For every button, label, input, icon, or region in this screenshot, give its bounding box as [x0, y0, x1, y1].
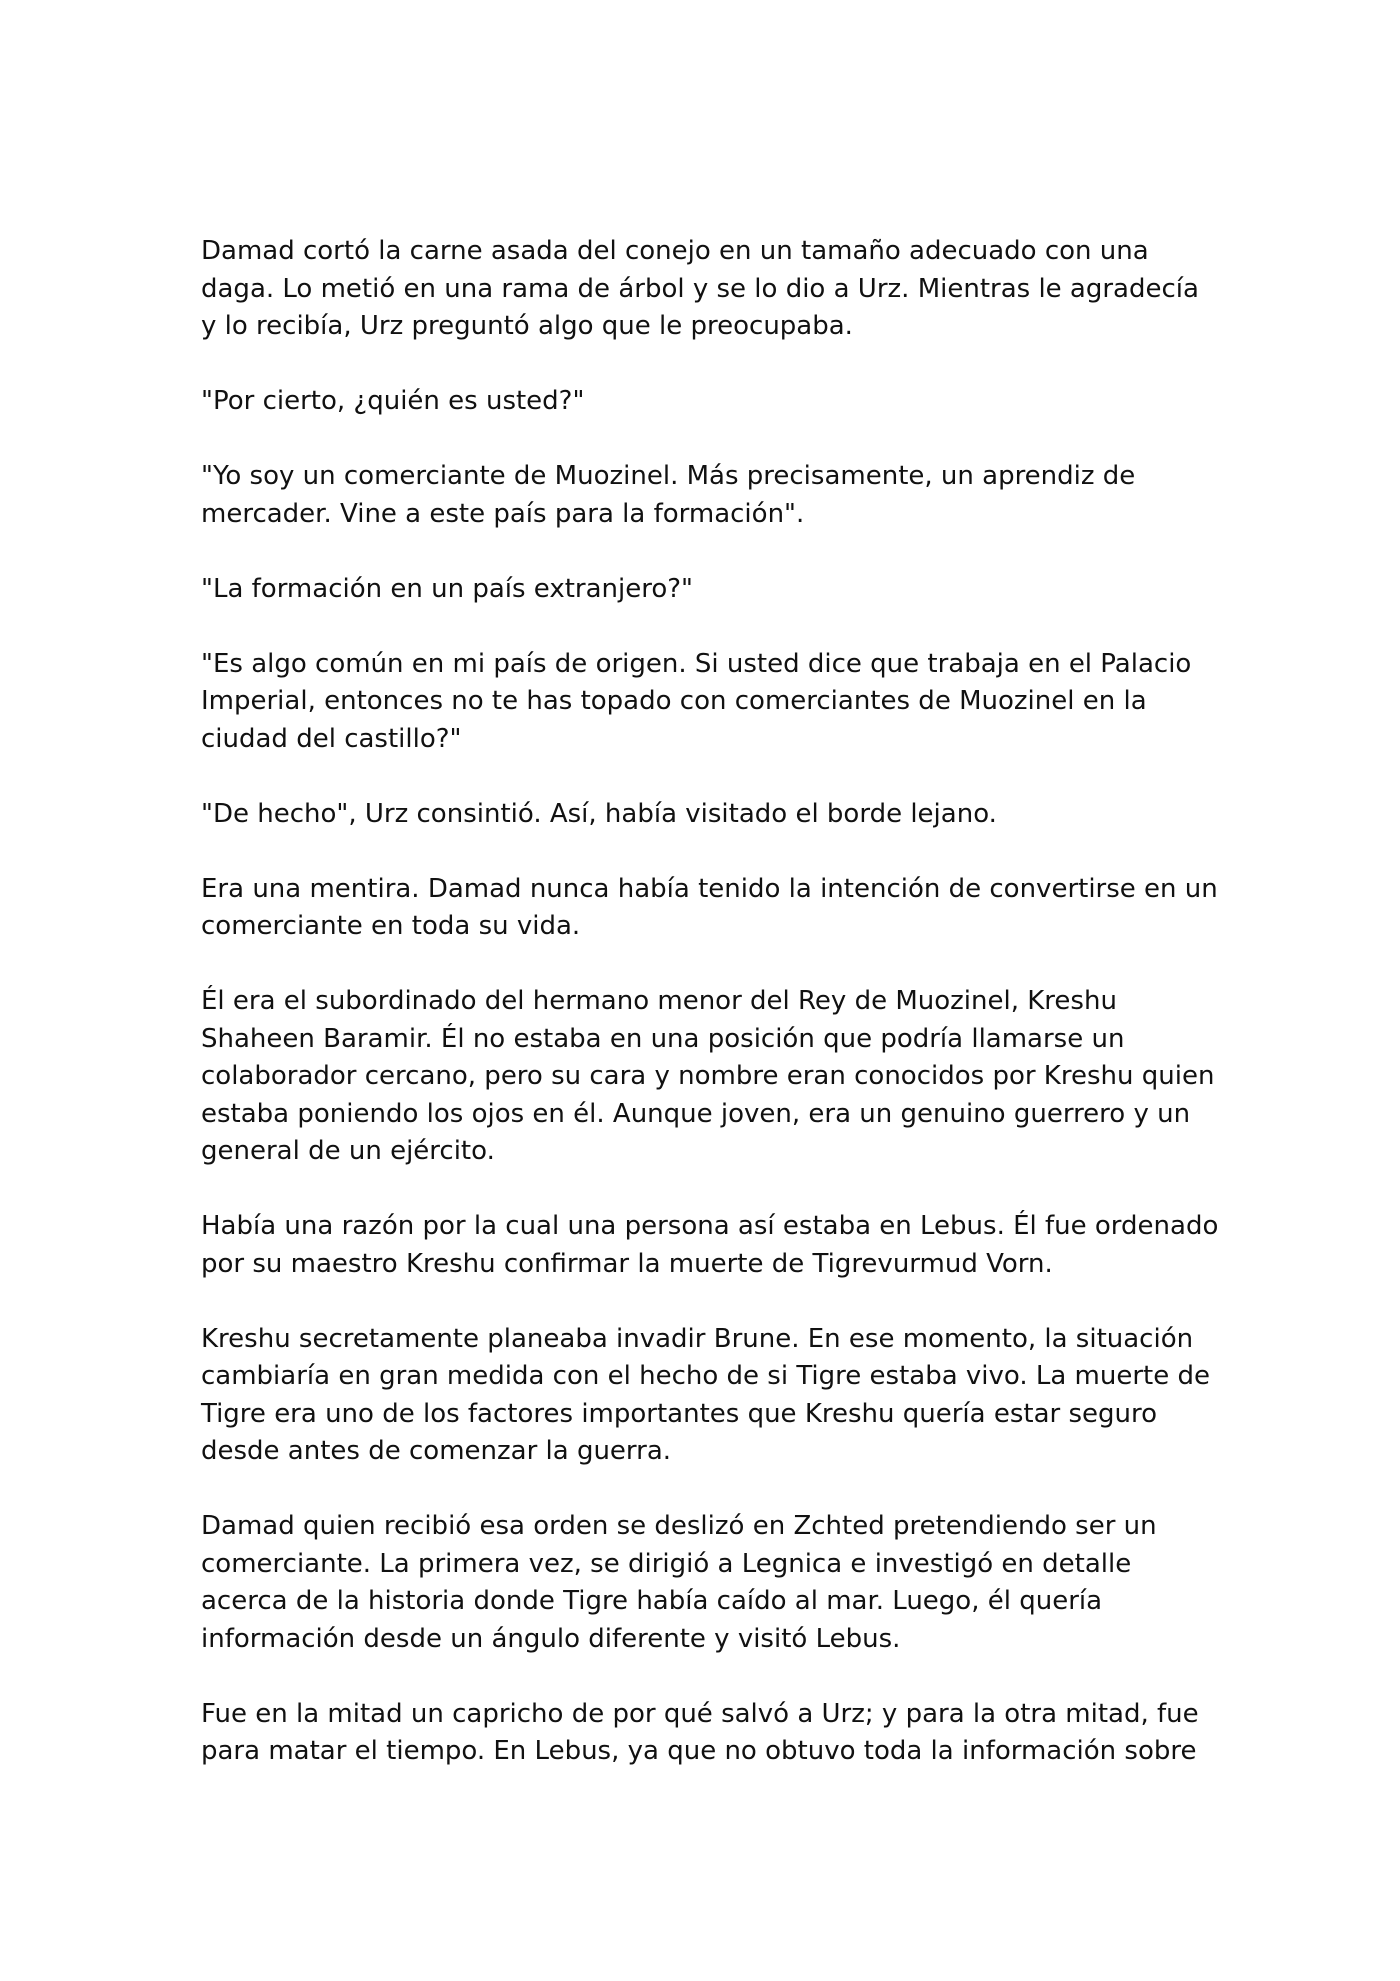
paragraph-3: "Yo soy un comerciante de Muozinel. Más precisamente, un aprendiz de mercader. Vine a este país para la formación".: [201, 461, 1136, 529]
document-body: [201, 233, 1221, 1771]
paragraph-1: Damad cortó la carne asada del conejo en un tamaño adecuado con una daga. Lo metió en una rama de árbol y se lo dio a Urz. Mientras le agradecía y lo recibía, Urz preguntó algo que le preocupaba.: [201, 236, 1199, 341]
paragraph-5: "Es algo común en mi país de origen. Si usted dice que trabaja en el Palacio Imperial, entonces no te has topado con comerciantes de Muozinel en la ciudad del castillo?": [201, 648, 1192, 754]
paragraph-8: Él era el subordinado del hermano menor del Rey de Muozinel, Kreshu Shaheen Baramir. Él no estaba en una posición que podría llamarse un colaborador cercano, pero su cara y nombre eran conocidos por Kreshu quien estaba poniendo los ojos en él. Aunque joven, era un genuino guerrero y un general de un ejército.: [201, 986, 1215, 1166]
paragraph-10: Kreshu secretamente planeaba invadir Brune. En ese momento, la situación cambiaría en gran medida con el hecho de si Tigre estaba vivo. La muerte de Tigre era uno de los factores importantes que Kreshu quería estar seguro desde antes de comenzar la guerra.: [201, 1323, 1210, 1466]
paragraph-7: Era una mentira. Damad nunca había tenido la intención de convertirse en un comerciante en toda su vida.: [201, 873, 1218, 941]
paragraph-2: "Por cierto, ¿quién es usted?": [201, 386, 585, 416]
paragraph-9: Había una razón por la cual una persona así estaba en Lebus. Él fue ordenado por su maestro Kreshu confirmar la muerte de Tigrevurmud Vorn.: [201, 1211, 1219, 1279]
paragraph-11: Damad quien recibió esa orden se deslizó en Zchted pretendiendo ser un comerciante. La primera vez, se dirigió a Legnica e investigó en detalle acerca de la historia donde Tigre había caído al mar. Luego, él quería información desde un ángulo diferente y visitó Lebus.: [201, 1511, 1157, 1654]
paragraph-4: "La formación en un país extranjero?": [201, 573, 694, 604]
paragraph-12: Fue en la mitad un capricho de por qué salvó a Urz; y para la otra mitad, fue para matar el tiempo. En Lebus, ya que no obtuvo toda la información sobre: [201, 1698, 1199, 1766]
paragraph-6: "De hecho", Urz consintió. Así, había visitado el borde lejano.: [201, 798, 997, 829]
